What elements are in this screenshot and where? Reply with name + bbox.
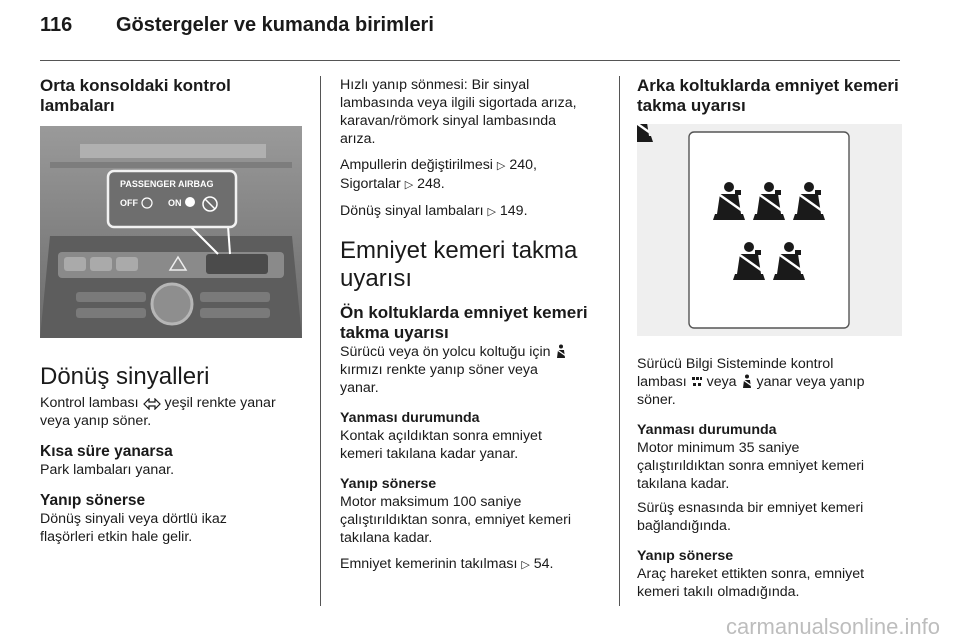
front-seatbelt-line1: Sürücü veya ön yolcu koltuğu için xyxy=(340,344,551,360)
console-lamps-heading-line2: lambaları xyxy=(40,96,115,115)
fast-blink-line3: karavan/römork sinyal lambasında xyxy=(340,113,557,129)
blink-text-line2: flaşörleri etkin hale gelir. xyxy=(40,529,193,545)
page-title: Göstergeler ve kumanda birimleri xyxy=(116,14,434,36)
rear-seatbelt-illustration xyxy=(637,124,902,336)
front-blink-heading: Yanıp sönerse xyxy=(340,476,437,492)
fuses-ref-page[interactable]: 248. xyxy=(417,176,445,192)
turn-lamps-ref-page[interactable]: 149. xyxy=(499,203,528,219)
column-divider-1 xyxy=(320,76,321,606)
references-text xyxy=(340,156,602,194)
rear-blink-text xyxy=(637,565,902,601)
rear-seatbelt-heading-line2: takma uyarısı xyxy=(637,96,746,115)
bulbs-ref-page[interactable]: 240, xyxy=(509,157,537,173)
seatbelt-reminder-heading xyxy=(340,237,602,293)
column-2 xyxy=(340,76,602,574)
fast-blink-line1: Hızlı yanıp sönmesi: Bir sinyal xyxy=(340,77,530,93)
passenger-airbag-label: PASSENGER AIRBAG xyxy=(120,179,214,189)
front-seatbelt-heading xyxy=(340,303,602,343)
fast-blink-line2: lambasında veya ilgili sigortada arıza, xyxy=(340,95,577,111)
short-on-text: Park lambaları yanar. xyxy=(40,462,175,478)
short-on-heading: Kısa süre yanarsa xyxy=(40,443,173,460)
rear-blink-heading: Yanıp sönerse xyxy=(637,548,734,564)
dic-line3: söner. xyxy=(637,392,676,408)
bulbs-ref-label: Ampullerin değiştirilmesi xyxy=(340,157,493,173)
watermark: carmanualsonline.info xyxy=(725,614,940,639)
front-seatbelt-heading-line1: Ön koltuklarda emniyet kemeri xyxy=(340,303,588,322)
fasten-ref xyxy=(340,555,602,574)
front-on-text xyxy=(340,427,602,463)
front-seatbelt-line2: kırmızı renkte yanıp söner veya xyxy=(340,362,538,378)
rear-on-line3: takılana kadar. xyxy=(637,476,730,492)
rear-seatbelt-heading xyxy=(637,76,902,116)
rear-on-text xyxy=(637,439,902,493)
rear-on-line2: çalıştırıldıktan sonra emniyet kemeri xyxy=(637,458,865,474)
dic-line1: Sürücü Bilgi Sisteminde kontrol xyxy=(637,356,834,372)
turn-signals-heading: Dönüş sinyalleri xyxy=(40,363,210,390)
console-lamps-heading-line1: Orta konsoldaki kontrol xyxy=(40,76,231,95)
front-on-line1: Kontak açıldıktan sonra emniyet xyxy=(340,428,542,444)
rear-on-line5: bağlandığında. xyxy=(637,518,731,534)
turn-signal-arrows-icon xyxy=(143,398,161,410)
cross-reference-triangle-icon: ▷ xyxy=(487,206,496,218)
console-lamps-heading xyxy=(40,76,302,116)
seat-grid-icon xyxy=(691,376,703,389)
turn-lamps-ref xyxy=(340,202,602,221)
airbag-on-label: ON xyxy=(168,198,182,208)
column-3 xyxy=(637,76,902,601)
turn-signals-text xyxy=(40,394,302,430)
rear-blink-line1: Araç hareket ettikten sonra, emniyet xyxy=(637,566,865,582)
rear-seatbelt-heading-line1: Arka koltuklarda emniyet kemeri xyxy=(637,76,899,95)
blink-heading: Yanıp sönerse xyxy=(40,492,146,509)
fast-blink-text xyxy=(340,76,602,148)
seatbelt-reminder-heading-line1: Emniyet kemeri takma xyxy=(340,237,578,264)
page-header xyxy=(40,14,434,37)
dic-line2a: lambası xyxy=(637,374,687,390)
seatbelt-person-icon xyxy=(555,344,567,359)
rear-on-heading: Yanması durumunda xyxy=(637,422,777,438)
front-on-heading: Yanması durumunda xyxy=(340,410,480,426)
front-seatbelt-line3: yanar. xyxy=(340,380,379,396)
turn-signals-text-a: Kontrol lambası xyxy=(40,395,139,411)
rear-on-line1: Motor minimum 35 saniye xyxy=(637,440,800,456)
rear-blink-line2: kemeri takılı olmadığında. xyxy=(637,584,800,600)
airbag-on-icon xyxy=(185,197,195,207)
page-number: 116 xyxy=(40,14,73,36)
fasten-ref-label: Emniyet kemerinin takılması xyxy=(340,556,518,572)
column-divider-2 xyxy=(619,76,620,606)
blink-text-line1: Dönüş sinyali veya dörtlü ikaz xyxy=(40,511,227,527)
cross-reference-triangle-icon: ▷ xyxy=(404,179,414,191)
rear-on-line4: Sürüş esnasında bir emniyet kemeri xyxy=(637,500,864,516)
front-blink-text xyxy=(340,493,602,547)
front-blink-line3: takılana kadar. xyxy=(340,530,433,546)
seatbelt-person-icon xyxy=(741,374,753,389)
front-blink-line1: Motor maksimum 100 saniye xyxy=(340,494,522,510)
dic-lamp-text xyxy=(637,355,902,409)
front-seatbelt-heading-line2: takma uyarısı xyxy=(340,323,449,342)
front-seatbelt-text xyxy=(340,343,602,397)
cross-reference-triangle-icon: ▷ xyxy=(521,559,530,571)
center-console-photo xyxy=(40,126,302,338)
column-1 xyxy=(40,76,302,546)
blink-text xyxy=(40,510,302,546)
control-knob xyxy=(152,284,192,324)
turn-lamps-ref-label: Dönüş sinyal lambaları xyxy=(340,203,484,219)
turn-signals-text-c: veya yanıp söner. xyxy=(40,413,152,429)
front-blink-line2: çalıştırıldıktan sonra, emniyet kemeri xyxy=(340,512,572,528)
seatbelt-reminder-heading-line2: uyarısı xyxy=(340,265,413,292)
header-rule xyxy=(40,60,900,61)
fasten-ref-page[interactable]: 54. xyxy=(533,556,554,572)
display-frame xyxy=(689,132,849,328)
dic-line2b: veya xyxy=(706,374,737,390)
fast-blink-line4: arıza. xyxy=(340,131,376,147)
fuses-ref-label: Sigortalar xyxy=(340,176,401,192)
airbag-off-label: OFF xyxy=(120,198,138,208)
front-on-line2: kemeri takılana kadar yanar. xyxy=(340,446,519,462)
dic-line2c: yanar veya yanıp xyxy=(756,374,865,390)
turn-signals-text-b: yeşil renkte yanar xyxy=(164,395,276,411)
rear-driving-text xyxy=(637,499,902,535)
vent-strip xyxy=(80,144,266,158)
cross-reference-triangle-icon: ▷ xyxy=(496,160,506,172)
